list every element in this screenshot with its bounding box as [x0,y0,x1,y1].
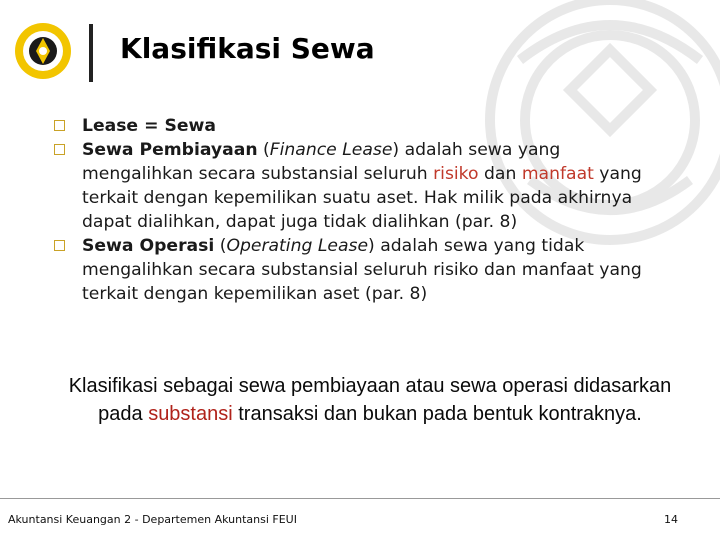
summary-text: transaksi dan bukan pada bentuk kontraknya. [232,403,642,425]
summary-text: Klasifikasi sebagai sewa pembiayaan atau sewa operasi didasarkan pada [68,375,672,425]
bullet-italic: Operating Lease [226,236,369,256]
bullet-item-lease [54,114,664,138]
paren: ( [257,140,270,160]
page-number: 14 [664,513,678,526]
university-logo [12,20,74,82]
paren: ) [392,140,400,160]
highlight-risiko: risiko [433,164,479,184]
bullet-text: dan [478,164,522,184]
title-divider [89,24,93,82]
paren: ( [214,236,227,256]
square-bullet-icon [54,120,65,131]
bullet-text: adalah sewa yang mengalihkan secara substansial seluruh [82,140,561,184]
footer-text: Akuntansi Keuangan 2 - Departemen Akuntansi FEUI [8,513,297,526]
bullet-bold: Sewa Operasi [82,236,215,256]
square-bullet-icon [54,240,65,251]
bullet-item-operating-lease [54,234,664,306]
bullet-text: adalah sewa yang tidak mengalihkan secara substansial seluruh risiko dan manfaat yang terkait dengan kepemilikan aset (par. 8) [82,236,642,304]
bullet-bold: Lease = Sewa [82,116,216,136]
summary-highlight: substansi [148,403,233,425]
bullet-list [54,114,664,306]
highlight-manfaat: manfaat [521,164,594,184]
slide-title: Klasifikasi Sewa [120,32,375,65]
summary-statement [60,372,680,428]
bullet-italic: Finance Lease [269,140,393,160]
paren: ) [368,236,375,256]
square-bullet-icon [54,144,65,155]
bullet-text: yang terkait dengan kepemilikan suatu aset. Hak milik pada akhirnya dapat dialihkan, dapat juga tidak dialihkan (par. 8) [82,164,642,232]
footer-divider [0,498,720,499]
bullet-item-finance-lease [54,138,664,234]
bullet-bold: Sewa Pembiayaan [82,140,258,160]
